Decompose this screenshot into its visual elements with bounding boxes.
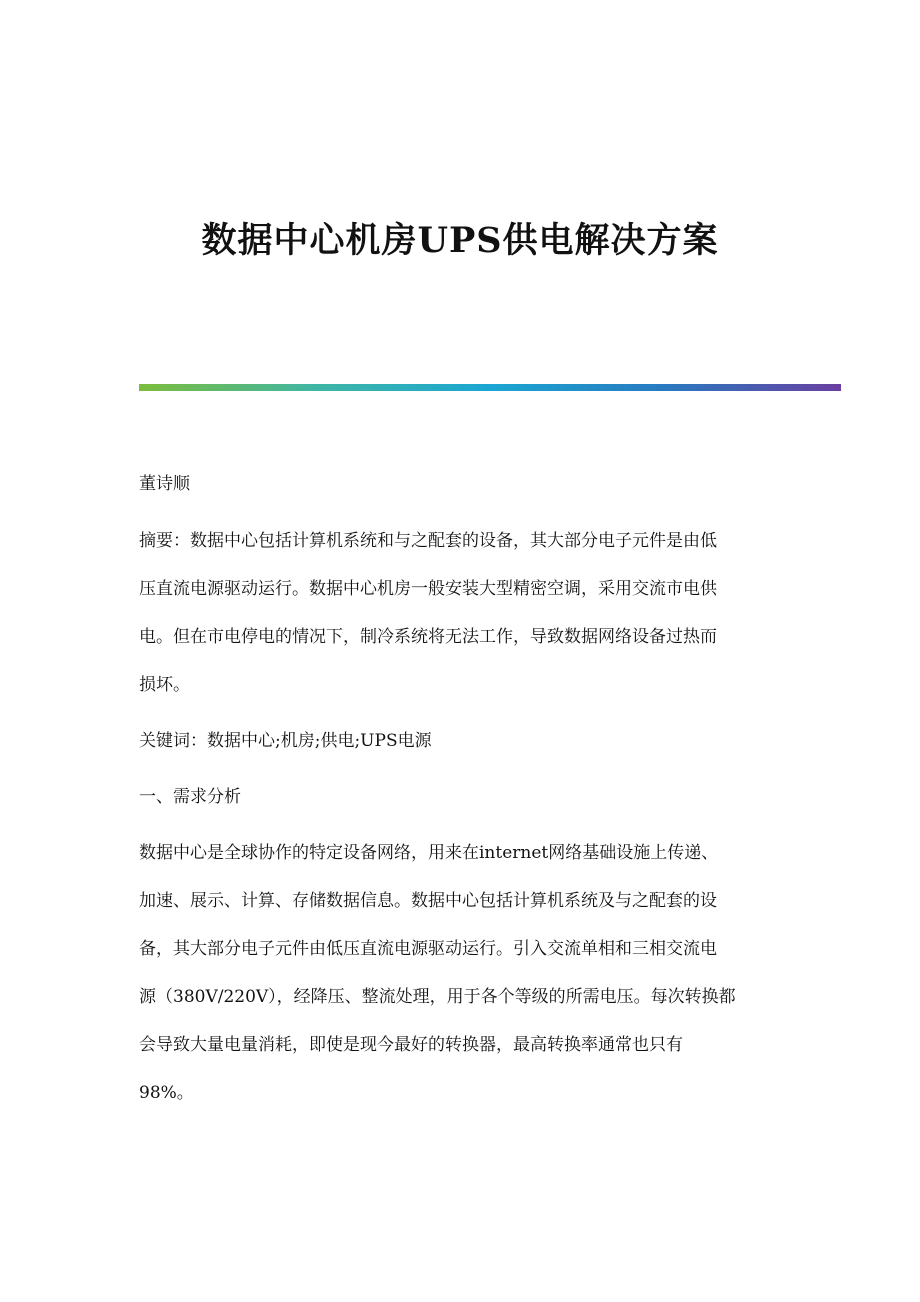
- body-line: 98%。: [139, 1083, 194, 1103]
- abstract-line: 电。但在市电停电的情况下，制冷系统将无法工作，导致数据网络设备过热而: [139, 627, 717, 647]
- abstract-line: 摘要：数据中心包括计算机系统和与之配套的设备，其大部分电子元件是由低: [139, 531, 717, 551]
- body-line: 加速、展示、计算、存储数据信息。数据中心包括计算机系统及与之配套的设: [139, 891, 717, 911]
- body-line: 会导致大量电量消耗，即使是现今最好的转换器，最高转换率通常也只有: [139, 1035, 683, 1055]
- keywords-line: 关键词：数据中心;机房;供电;UPS电源: [139, 731, 432, 751]
- abstract-line: 压直流电源驱动运行。数据中心机房一般安装大型精密空调，采用交流市电供: [139, 579, 717, 599]
- body-line: 数据中心是全球协作的特定设备网络，用来在internet网络基础设施上传递、: [139, 843, 719, 863]
- body-line: 源（380V/220V），经降压、整流处理，用于各个等级的所需电压。每次转换都: [139, 987, 736, 1007]
- abstract-line: 损坏。: [139, 675, 190, 695]
- document-title: 数据中心机房UPS供电解决方案: [201, 220, 719, 261]
- title-divider: [139, 384, 841, 391]
- body-line: 备，其大部分电子元件由低压直流电源驱动运行。引入交流单相和三相交流电: [139, 939, 717, 959]
- author-name: 董诗顺: [139, 474, 190, 494]
- section-heading: 一、需求分析: [139, 787, 241, 807]
